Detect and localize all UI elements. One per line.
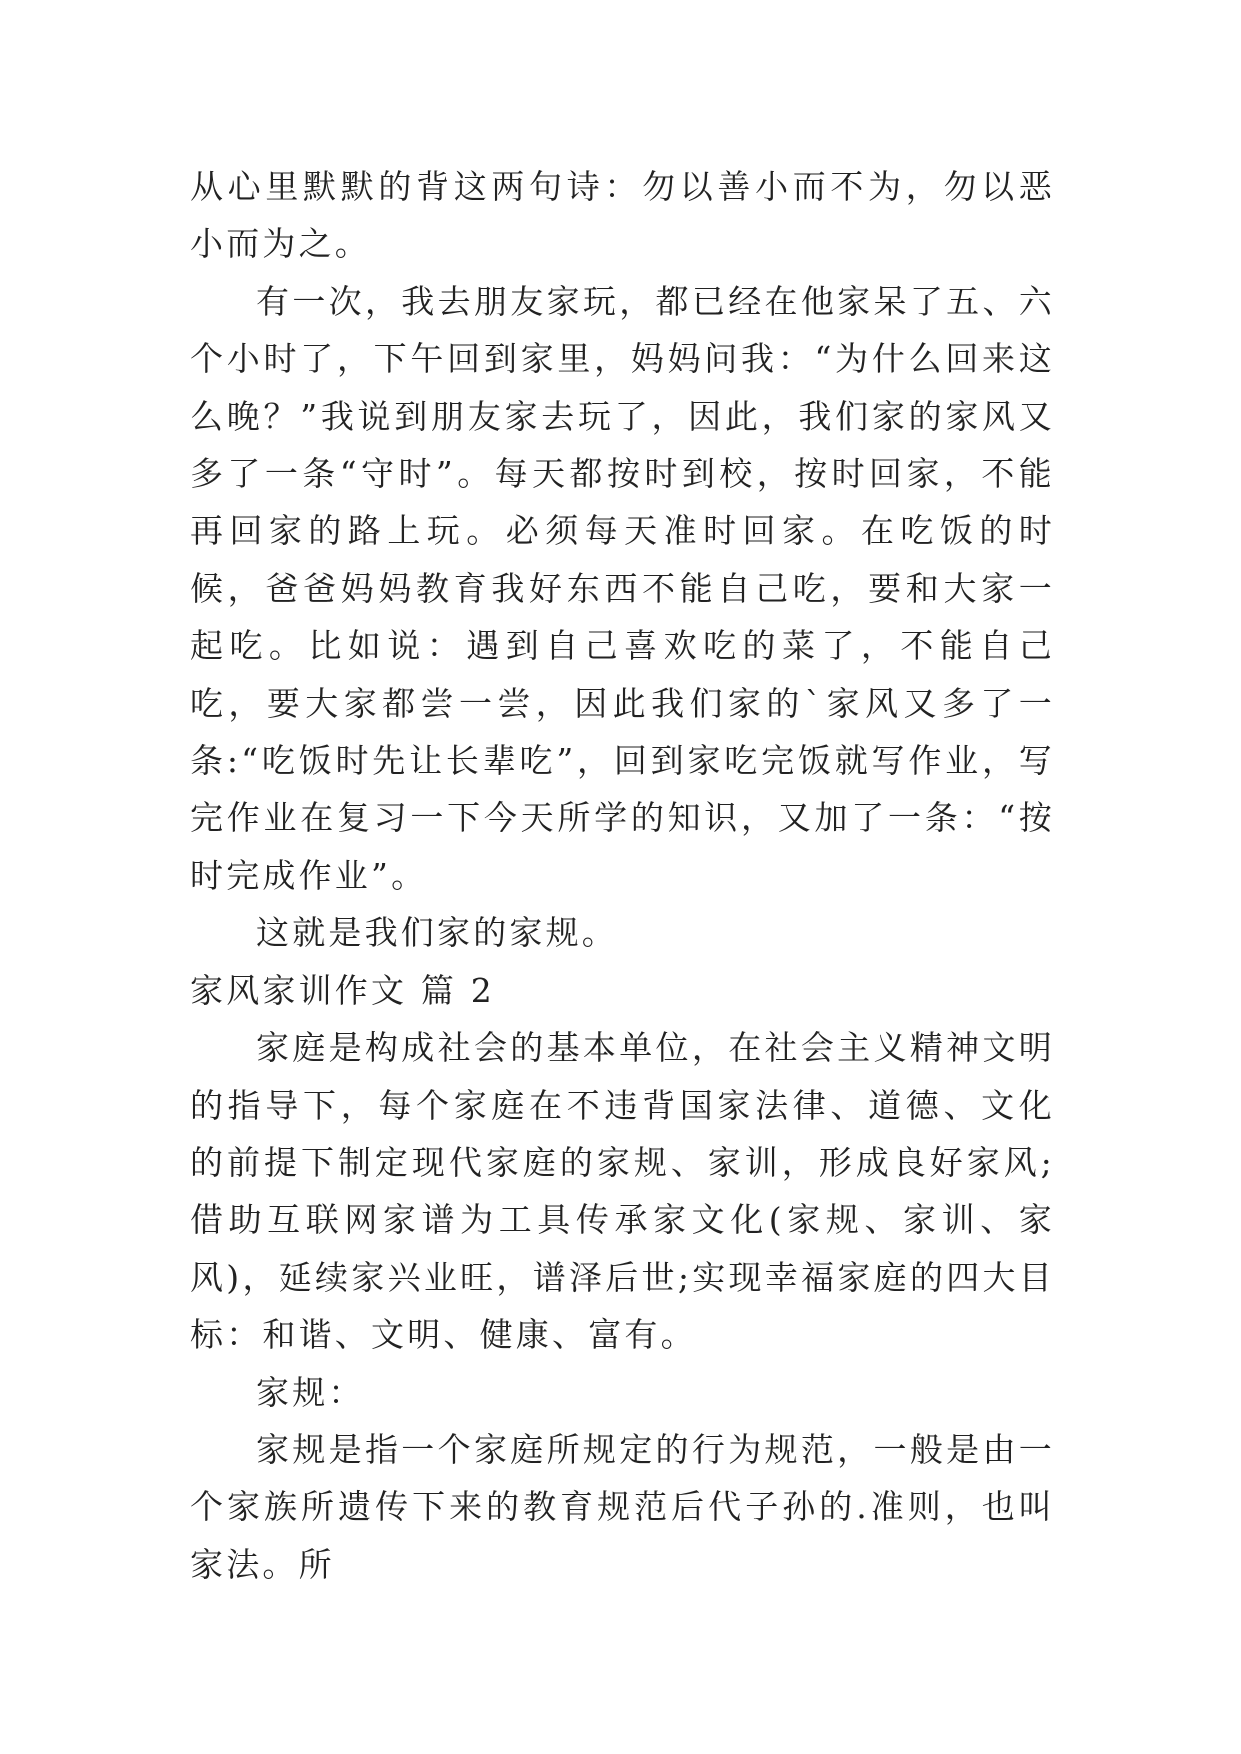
section-title: 家风家训作文 篇 2	[190, 970, 495, 1010]
paragraph-visit-story: 有一次，我去朋友家玩，都已经在他家呆了五、六个小时了，下午回到家里，妈妈问我：“为什么回来这么晚？”我说到朋友家去玩了，因此，我们家的家风又多了一条“守时”。每天都按时到校，按时回家，不能再回家的路上玩。必须每天准时回家。在吃饭的时候，爸爸妈妈教育我好东西不能自己吃，要和大家一起吃。比如说：遇到自己喜欢吃的菜了，不能自己吃，要大家都尝一尝，因此我们家的`家风又多了一条:“吃饭时先让长辈吃”，回到家吃完饭就写作业，写完作业在复习一下今天所学的知识，又加了一条：“按时完成作业”。	[190, 281, 1055, 895]
document-body	[190, 158, 1055, 1593]
paragraph-family-rules-heading: 家规：	[256, 1372, 365, 1412]
paragraph-conclusion: 这就是我们家的家规。	[256, 913, 618, 953]
paragraph-family-rules-definition: 家规是指一个家庭所规定的行为规范，一般是由一个家族所遗传下来的教育规范后代子孙的.准则，也叫家法。所	[190, 1429, 1055, 1584]
paragraph-continuation: 从心里默默的背这两句诗：勿以善小而不为，勿以恶小而为之。	[190, 167, 1055, 264]
paragraph-family-intro: 家庭是构成社会的基本单位，在社会主义精神文明的指导下，每个家庭在不违背国家法律、道德、文化的前提下制定现代家庭的家规、家训，形成良好家风;借助互联网家谱为工具传承家文化(家规、家训、家风)，延续家兴业旺，谱泽后世;实现幸福家庭的四大目标：和谐、文明、健康、富有。	[190, 1028, 1055, 1355]
